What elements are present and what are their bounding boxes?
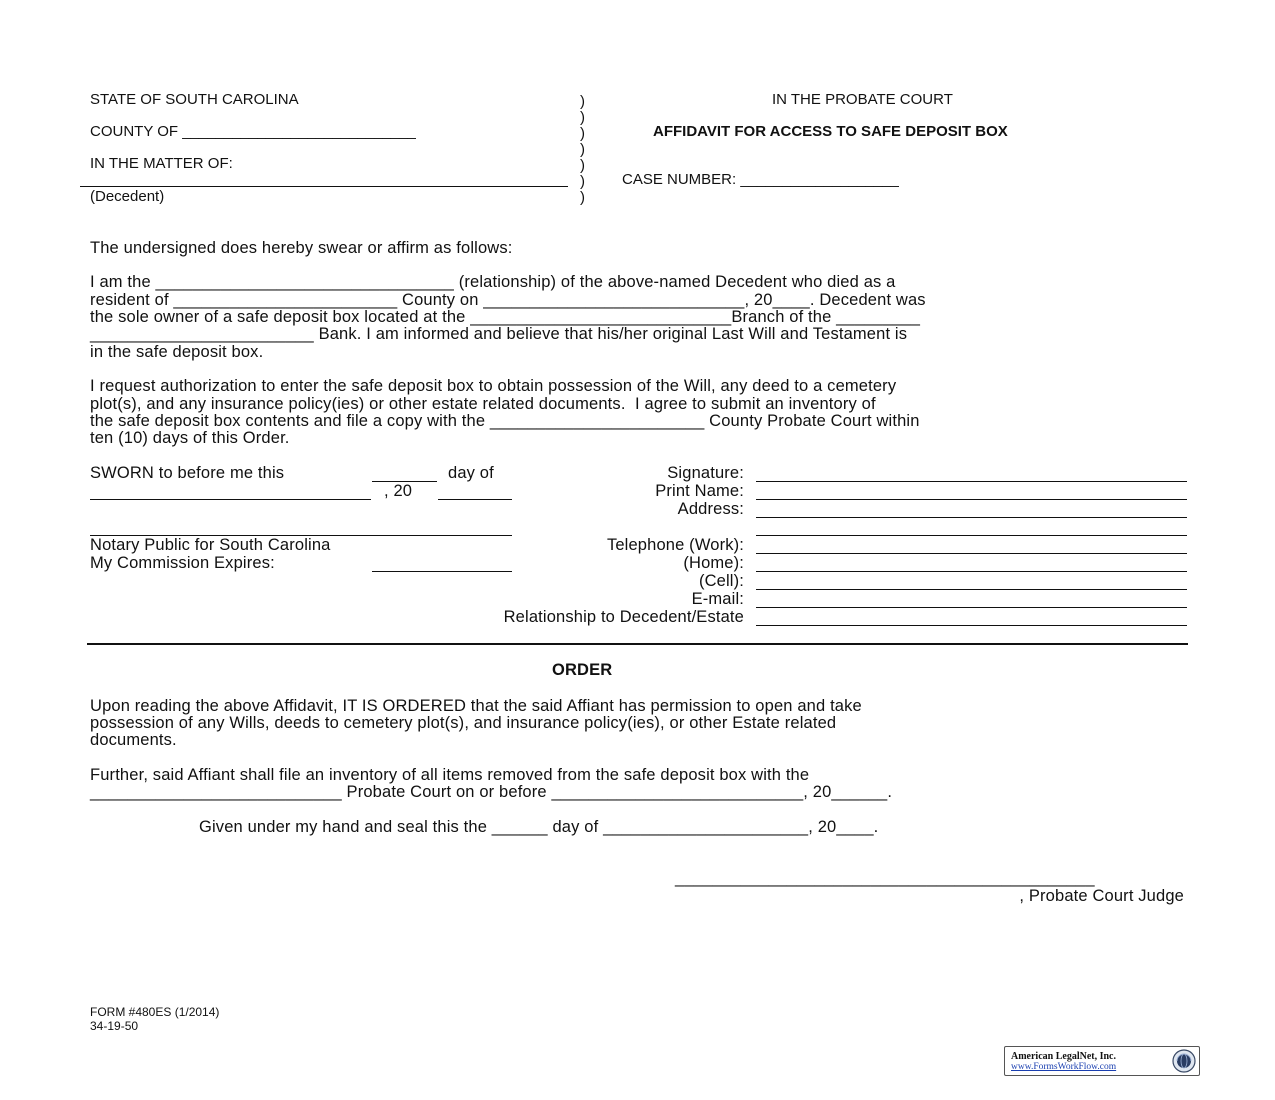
- paragraph-line: possession of any Wills, deeds to cemetery plot(s), and insurance policy(ies), or other Estate related: [90, 714, 837, 732]
- email-field[interactable]: [756, 607, 1187, 608]
- court-label: IN THE PROBATE COURT: [772, 91, 953, 108]
- statute-code: 34-19-50: [90, 1019, 139, 1033]
- order-title: ORDER: [552, 661, 613, 679]
- publisher-logo[interactable]: [1004, 1046, 1200, 1076]
- case-number-label[interactable]: CASE NUMBER: ___________________: [622, 171, 899, 188]
- paragraph-line: Further, said Affiant shall file an inventory of all items removed from the safe deposit box with the: [90, 766, 810, 784]
- email-label: E-mail:: [691, 590, 744, 608]
- logo-company: American LegalNet, Inc.: [1011, 1051, 1116, 1062]
- paragraph-line: the safe deposit box contents and file a copy with the _______________________ County Probate Court within: [90, 412, 920, 430]
- paragraph-line: ________________________ Bank. I am informed and believe that his/her original Last Will and Testament is: [90, 325, 908, 343]
- telephone-home-label: (Home):: [683, 554, 744, 572]
- address-field[interactable]: [756, 517, 1187, 518]
- globe-icon: [1171, 1048, 1197, 1074]
- paren: ): [580, 125, 585, 142]
- paren: ): [580, 173, 585, 190]
- paragraph-line: I am the ________________________________ (relationship) of the above-named Decedent who died as a: [90, 273, 896, 291]
- year-prefix-label: , 20: [384, 482, 413, 500]
- relationship-label: Relationship to Decedent/Estate: [503, 608, 744, 626]
- paragraph-line: ___________________________ Probate Court on or before ___________________________, 20______.: [90, 783, 893, 801]
- paragraph-line: ten (10) days of this Order.: [90, 429, 290, 447]
- sworn-label: SWORN to before me this: [90, 464, 285, 482]
- paragraph-line: Upon reading the above Affidavit, IT IS ORDERED that the said Affiant has permission to open and take: [90, 697, 862, 715]
- paragraph-line: in the safe deposit box.: [90, 343, 264, 361]
- telephone-work-field[interactable]: [756, 553, 1187, 554]
- form-number: FORM #480ES (1/2014): [90, 1005, 220, 1019]
- paren: ): [580, 93, 585, 110]
- judge-signature-line[interactable]: _____________________________________________: [675, 869, 1095, 887]
- telephone-cell-field[interactable]: [756, 589, 1187, 590]
- commission-label: My Commission Expires:: [90, 554, 275, 572]
- telephone-work-label: Telephone (Work):: [606, 536, 744, 554]
- judge-label: , Probate Court Judge: [1019, 887, 1184, 905]
- paragraph-line: I request authorization to enter the safe deposit box to obtain possession of the Will, any deed to a cemetery: [90, 377, 897, 395]
- notary-label: Notary Public for South Carolina: [90, 536, 331, 554]
- signature-label: Signature:: [667, 464, 744, 482]
- matter-label: IN THE MATTER OF:: [90, 155, 233, 172]
- paragraph-line: documents.: [90, 731, 177, 749]
- decedent-name-line[interactable]: [80, 186, 568, 187]
- paragraph-line: the sole owner of a safe deposit box located at the ____________________________Branch of the _________: [90, 308, 921, 326]
- day-of-label: day of: [448, 464, 494, 482]
- county-label: COUNTY OF ____________________________: [90, 123, 416, 140]
- print-name-field[interactable]: [756, 499, 1187, 500]
- signature-field[interactable]: [756, 481, 1187, 482]
- sworn-month-line[interactable]: [90, 499, 371, 500]
- address-label: Address:: [677, 500, 744, 518]
- section-divider: [87, 643, 1188, 645]
- address-field-2[interactable]: [756, 535, 1187, 536]
- telephone-cell-label: (Cell):: [698, 572, 744, 590]
- paren: ): [580, 109, 585, 126]
- relationship-field[interactable]: [756, 625, 1187, 626]
- paragraph-line: resident of ________________________ County on ____________________________, 20____. Decedent was: [90, 291, 926, 309]
- affidavit-intro: The undersigned does hereby swear or affirm as follows:: [90, 239, 513, 257]
- paren: ): [580, 189, 585, 206]
- decedent-label: (Decedent): [90, 188, 165, 205]
- state-label: STATE OF SOUTH CAROLINA: [90, 91, 299, 108]
- paren: ): [580, 157, 585, 174]
- given-under-hand: Given under my hand and seal this the ______ day of ______________________, 20____.: [199, 818, 879, 836]
- telephone-home-field[interactable]: [756, 571, 1187, 572]
- paren: ): [580, 141, 585, 158]
- form-title: AFFIDAVIT FOR ACCESS TO SAFE DEPOSIT BOX: [653, 123, 1008, 140]
- logo-url[interactable]: www.FormsWorkFlow.com: [1011, 1062, 1117, 1072]
- print-name-label: Print Name:: [655, 482, 744, 500]
- paragraph-line: plot(s), and any insurance policy(ies) or other estate related documents. I agree to submit an inventory of: [90, 395, 876, 413]
